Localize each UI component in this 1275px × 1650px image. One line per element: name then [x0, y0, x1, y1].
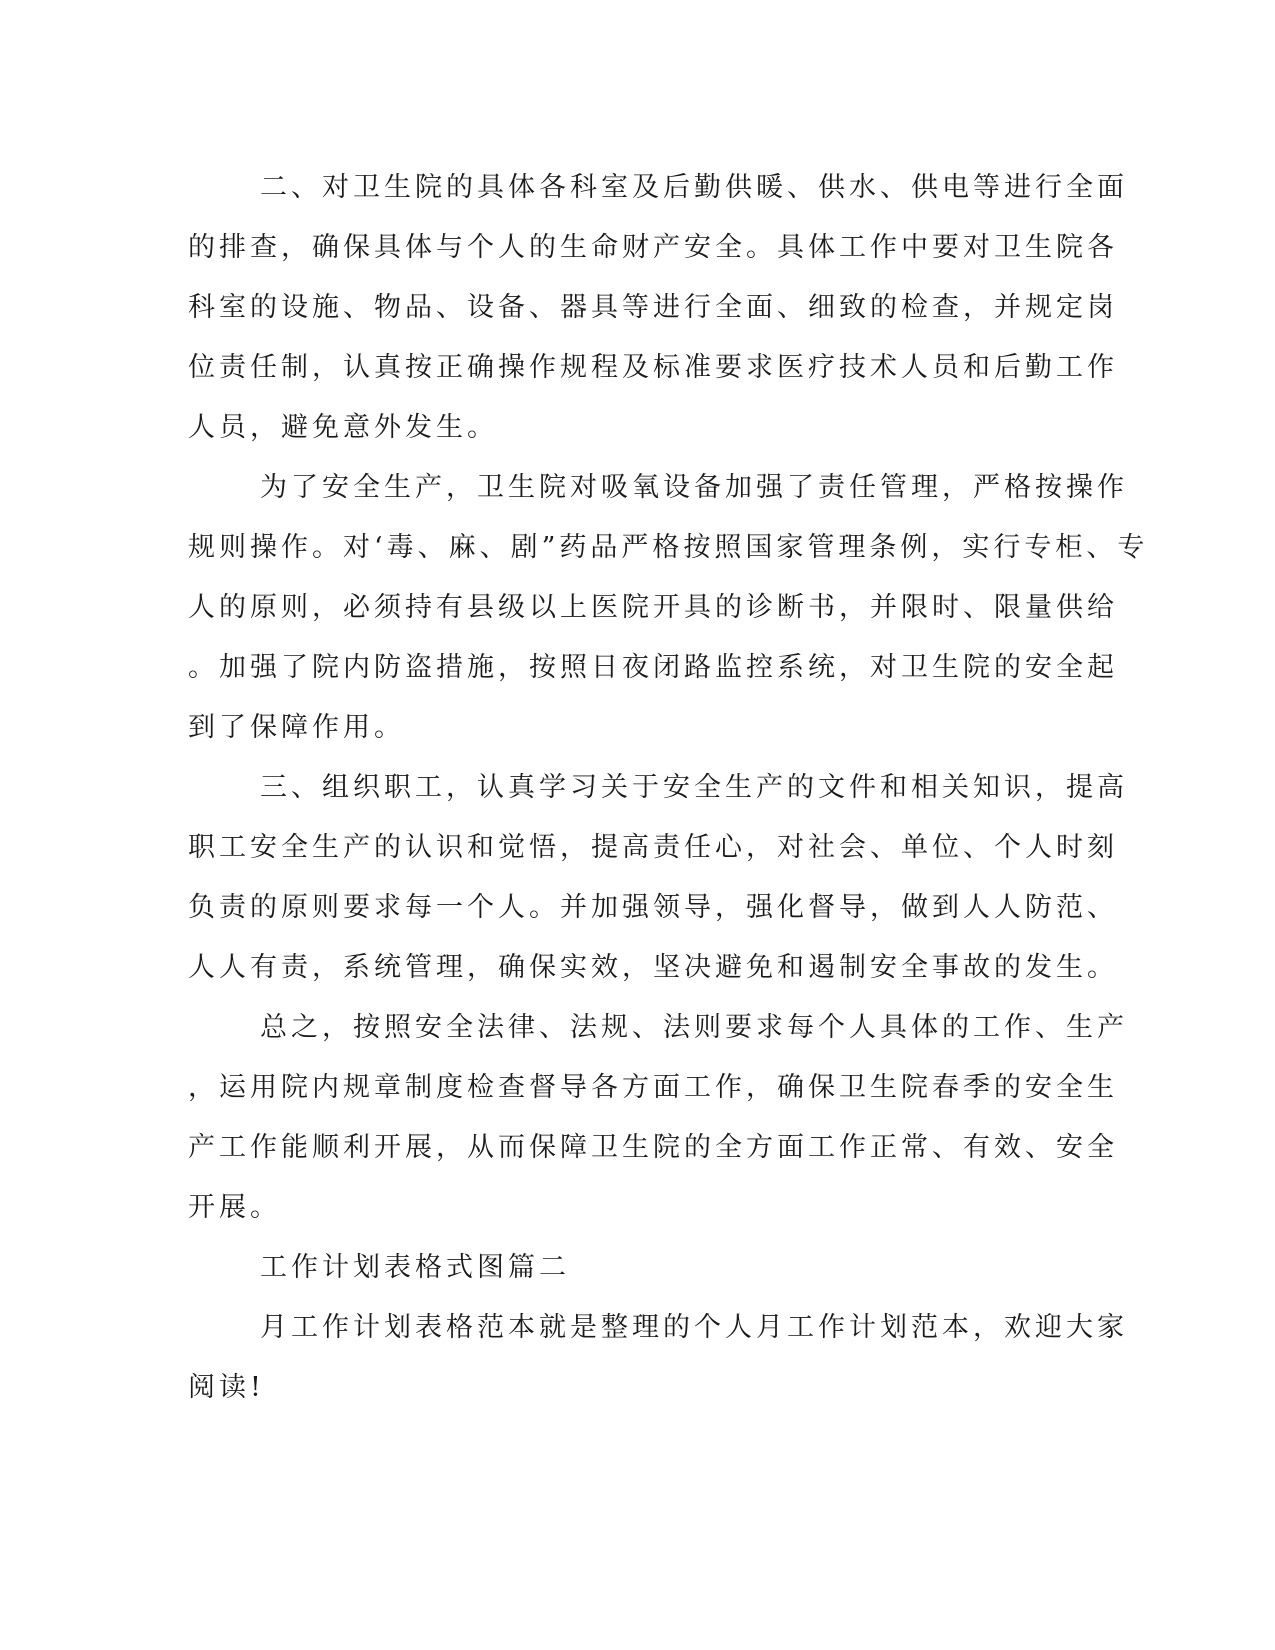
- text-line: 三、组织职工，认真学习关于安全生产的文件和相关知识，提高: [260, 772, 1128, 803]
- text-line: 职工安全生产的认识和觉悟，提高责任心，对社会、单位、个人时刻: [188, 832, 1118, 863]
- text-line: 人员，避免意外发生。: [188, 412, 498, 443]
- document-body: [188, 158, 1149, 1418]
- text-line: 位责任制，认真按正确操作规程及标准要求医疗技术人员和后勤工作: [188, 352, 1118, 383]
- text-line: 二、对卫生院的具体各科室及后勤供暖、供水、供电等进行全面: [260, 172, 1128, 203]
- text-line: 的排查，确保具体与个人的生命财产安全。具体工作中要对卫生院各: [188, 232, 1118, 263]
- text-line: 总之，按照安全法律、法规、法则要求每个人具体的工作、生产: [260, 1012, 1128, 1043]
- text-line: 科室的设施、物品、设备、器具等进行全面、细致的检查，并规定岗: [188, 292, 1118, 323]
- text-line: ，运用院内规章制度检查督导各方面工作，确保卫生院春季的安全生: [188, 1072, 1118, 1103]
- text-line: 人的原则，必须持有县级以上医院开具的诊断书，并限时、限量供给: [188, 592, 1118, 623]
- text-line: 到了保障作用。: [188, 712, 405, 743]
- text-line: 开展。: [188, 1192, 281, 1223]
- text-line: 为了安全生产，卫生院对吸氧设备加强了责任管理，严格按操作: [260, 472, 1128, 503]
- text-line: 月工作计划表格范本就是整理的个人月工作计划范本，欢迎大家: [260, 1312, 1128, 1343]
- section-heading: 工作计划表格式图篇二: [260, 1252, 570, 1283]
- text-line: 。加强了院内防盗措施，按照日夜闭路监控系统，对卫生院的安全起: [188, 652, 1118, 683]
- text-line: 规则操作。对‘毒、麻、剧”药品严格按照国家管理条例，实行专柜、专: [188, 532, 1149, 563]
- text-line: 产工作能顺利开展，从而保障卫生院的全方面工作正常、有效、安全: [188, 1132, 1118, 1163]
- text-line: 负责的原则要求每一个人。并加强领导，强化督导，做到人人防范、: [188, 892, 1118, 923]
- text-line: 阅读!: [188, 1372, 265, 1403]
- text-line: 人人有责，系统管理，确保实效，坚决避免和遏制安全事故的发生。: [188, 952, 1118, 983]
